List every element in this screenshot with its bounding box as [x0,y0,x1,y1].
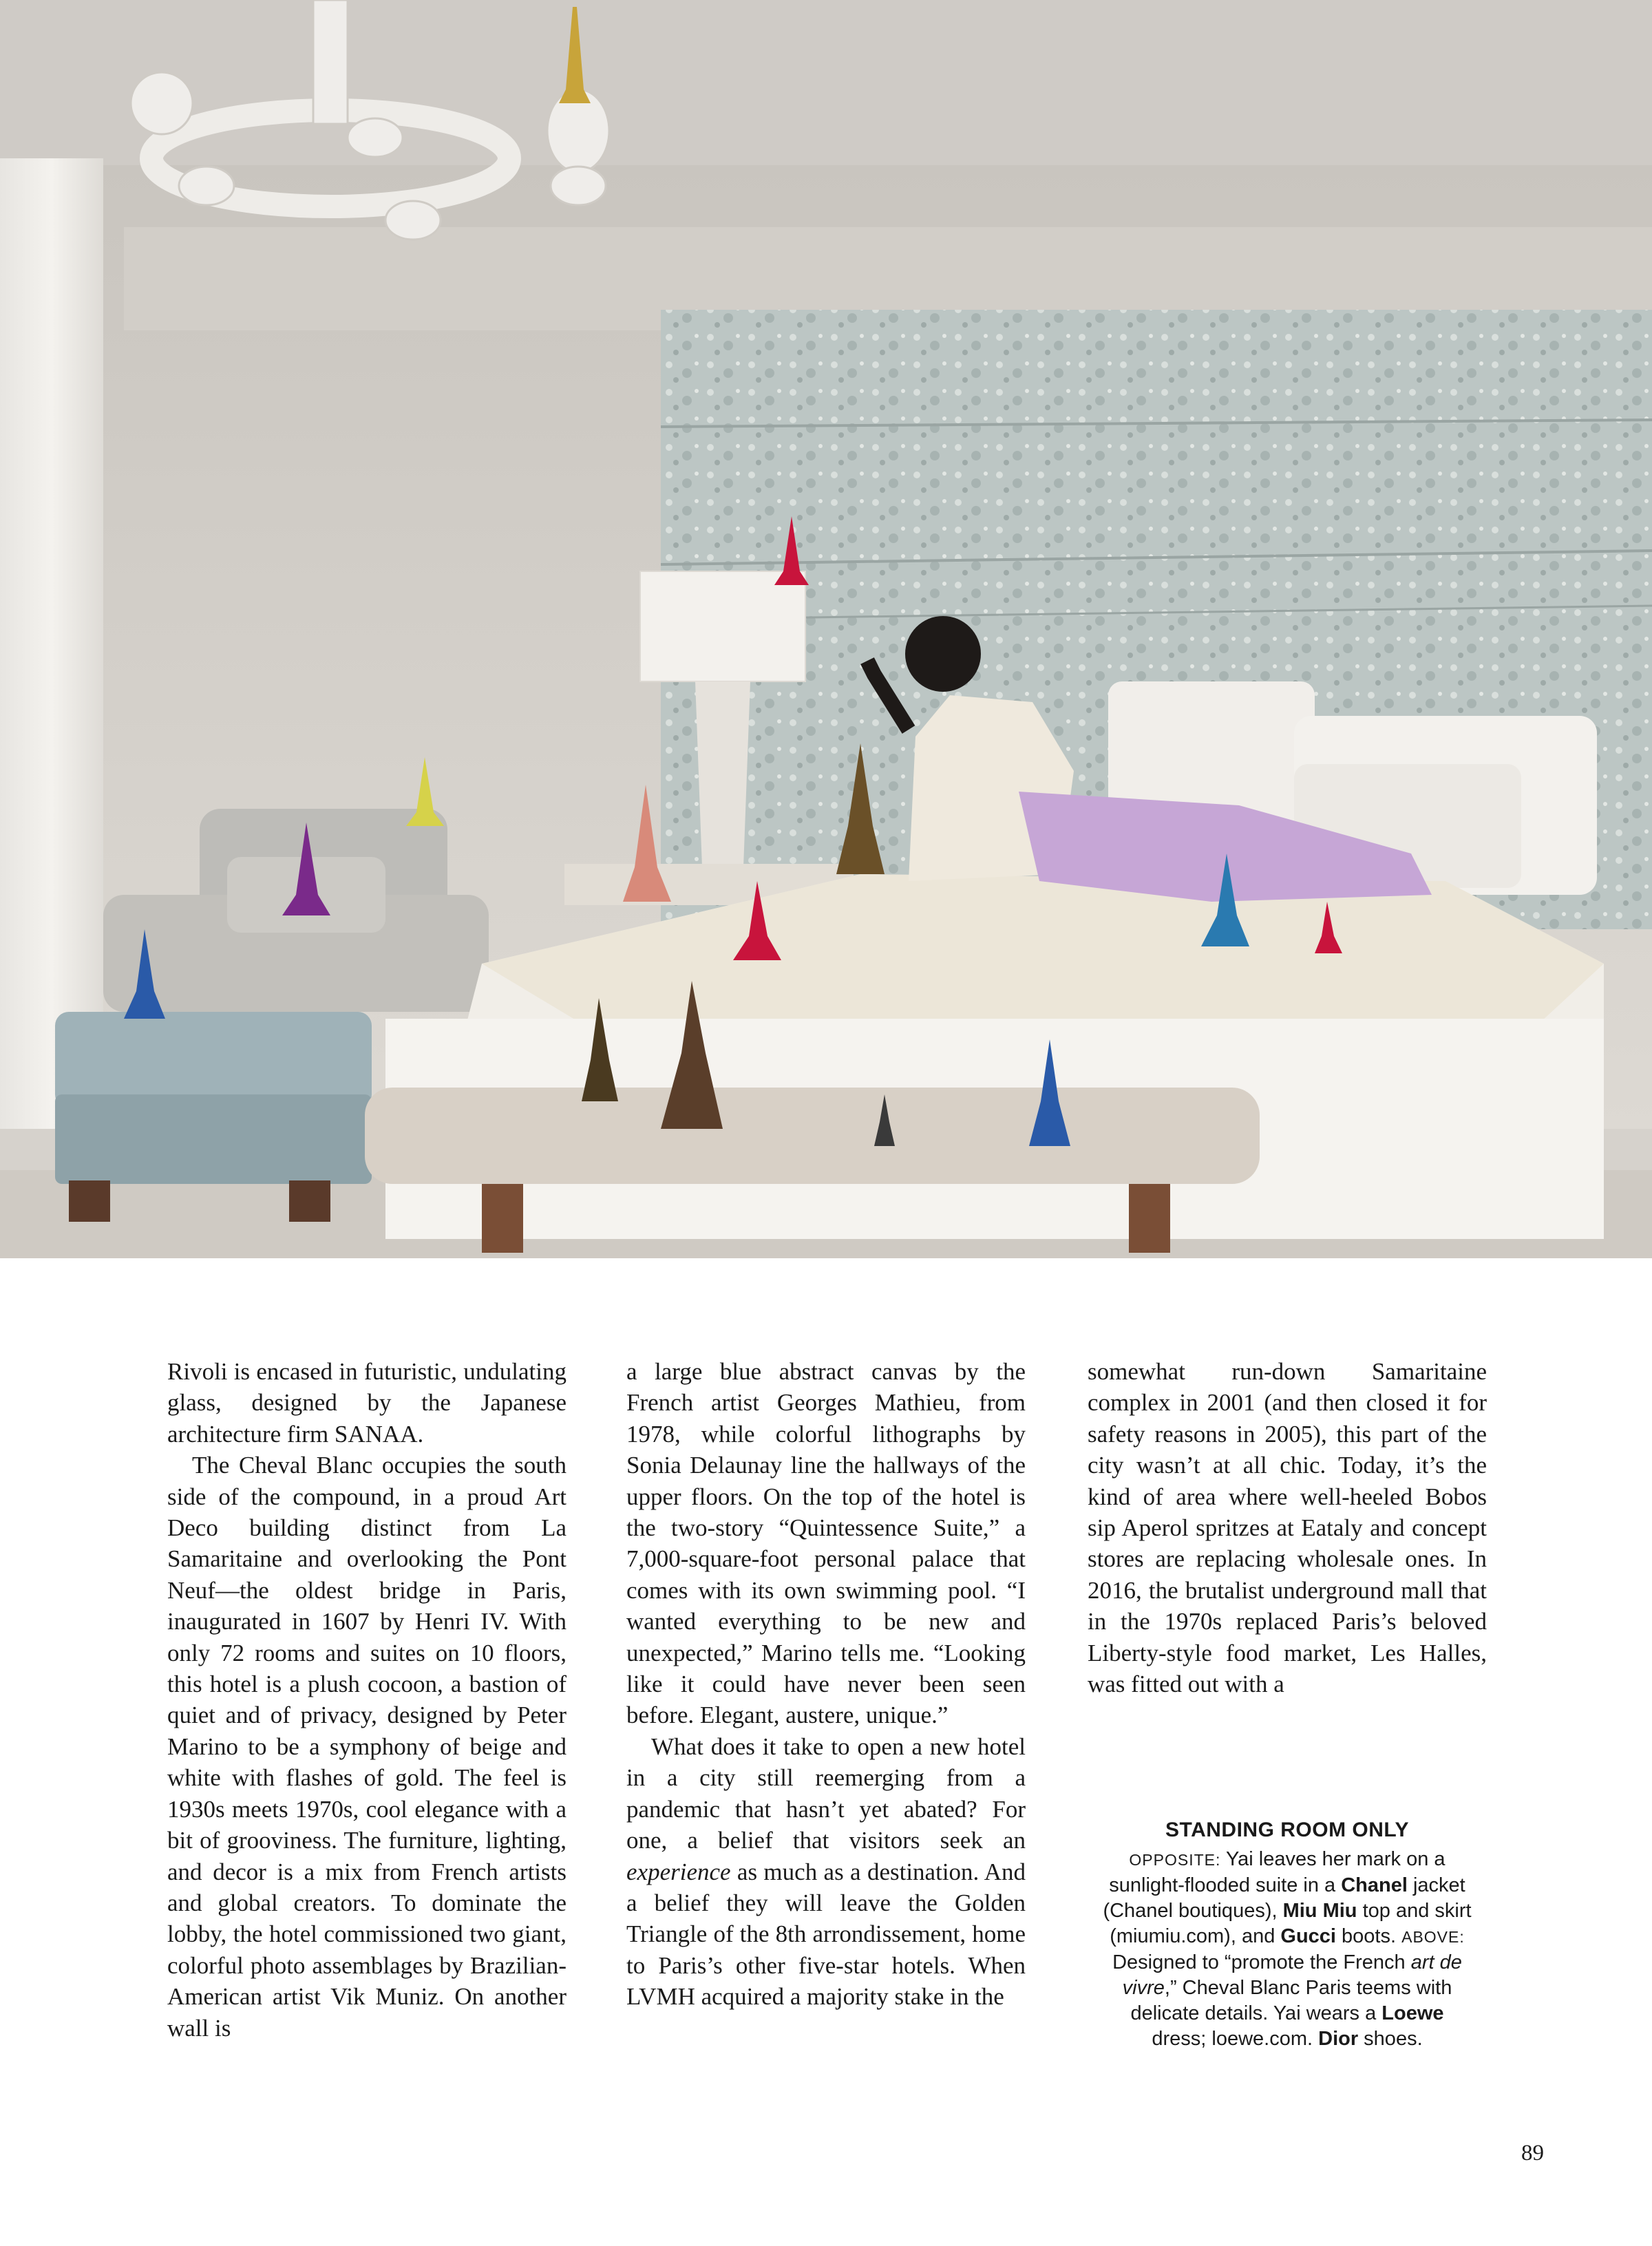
lamp-shade [640,571,805,681]
paragraph: somewhat run-down Samaritaine complex in 2001 (and then closed it for safety reasons in 2005), this part of the city wasn’t at all chic. Today, it’s the kind of area where well-heeled Bobos sip Aperol spritzes at Eataly and concept stores are replacing wholesale ones. In 2016, the brutalist underground mall that in the 1970s replaced Paris’s beloved Liberty-style food market, Les Halles, was fitted out with a [1088,1358,1487,1698]
photo-caption [1101,1817,1473,2052]
paragraph: The Cheval Blanc occupies the south side of the compound, in a proud Art Deco building distinct from La Samaritaine and overlooking the Pont Neuf—the oldest bridge in Paris, inaugurated in 1607 by Henri IV. With only 72 rooms and suites on 10 floors, this hotel is a plush cocoon, a bastion of quiet and of privacy, designed by Peter Marino to be a symphony of beige and white with flashes of gold. The feel is 1930s meets 1970s, cool elegance with a bit of grooviness. The furniture, lighting, and decor is a mix from French artists and global creators. To dominate the lobby, the hotel commissioned two giant, colorful photo assemblages by Brazilian-American artist Vik Muniz. On another wall is [167,1452,566,2042]
emphasis: experience [626,1858,731,1885]
article-column-1 [167,1356,566,2044]
caption-heading: STANDING ROOM ONLY [1165,1819,1409,1841]
curtain [0,158,103,1143]
caption-text: OPPOSITE: Yai leaves her mark on a sunlight-flooded suite in a Chanel jacket (Chanel boutiques), Miu Miu top and skirt (miumiu.com), and Gucci boots. ABOVE: Designed to “promote the French art de vivre,” Cheval Blanc Paris teems with delicate details. Yai wears a Loewe dress; loewe.com. Dior shoes. [1103,1848,1472,2050]
paragraph: Rivoli is encased in futuristic, undulating glass, designed by the Japanese architecture firm SANAA. [167,1358,566,1448]
paragraph: What does it take to open a new hotel in a city still reemerging from a pandemic that hasn’t yet abated? For one, a belief that visitors seek an experience as much as a destination. And a belief they will leave the Golden Triangle of the 8th arrondissement, home to Paris’s other five-star hotels. When LVMH acquired a majority stake in the [626,1733,1026,2011]
paragraph: a large blue abstract canvas by the French artist Georges Mathieu, from 1978, while colorful lithographs by Sonia Delaunay line the hallways of the upper floors. On the top of the hotel is the two-story “Quintessence Suite,” a 7,000-square-foot personal palace that comes with its own swimming pool. “I wanted everything to be new and unexpected,” Marino tells me. “Looking like it could have never been seen before. Elegant, austere, unique.” [626,1358,1026,1729]
ceiling [0,0,1652,179]
page-number: 89 [1521,2141,1544,2165]
article-column-2 [626,1356,1026,2013]
article-column-3 [1088,1356,1487,1699]
lamp-base [695,681,750,867]
